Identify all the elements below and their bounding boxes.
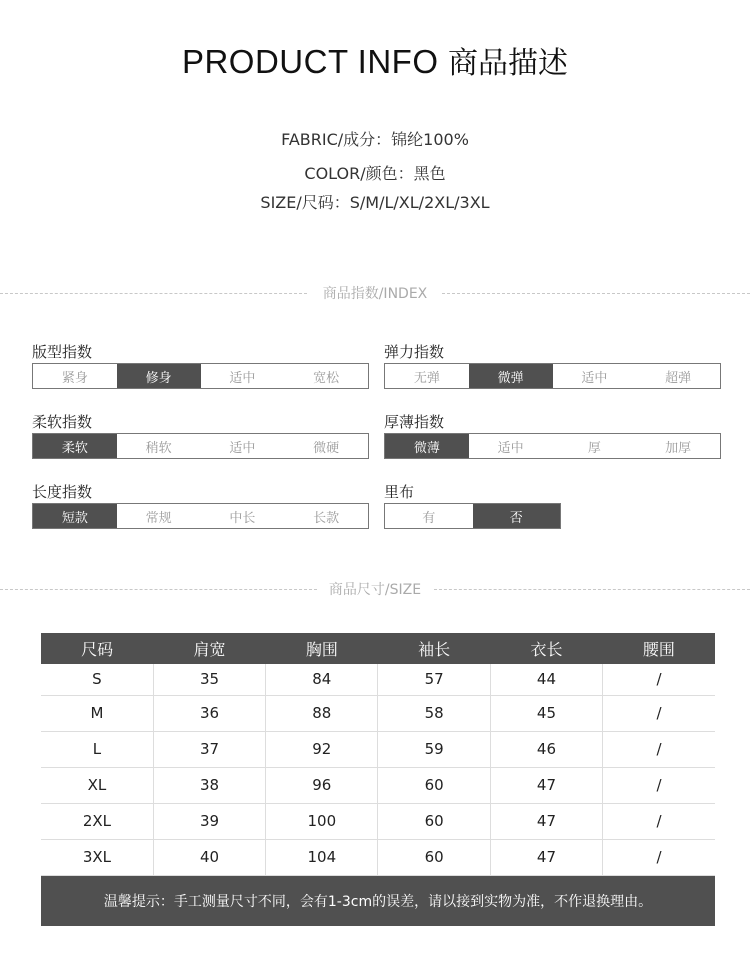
index-scale	[32, 363, 369, 389]
table-cell: 84	[266, 664, 378, 695]
table-cell: 47	[490, 839, 602, 875]
index-option: 微硬	[313, 440, 340, 456]
index-option-selected: 柔软	[33, 434, 117, 458]
index-option: 适中	[497, 440, 524, 456]
fabric-info: FABRIC/成分：锦纶100%	[281, 130, 469, 149]
table-cell: 3XL	[41, 839, 153, 875]
index-option: 厚	[587, 440, 601, 456]
table-cell: /	[603, 803, 715, 839]
index-option: 有	[422, 510, 436, 526]
table-cell: 59	[378, 731, 490, 767]
table-cell: 60	[378, 839, 490, 875]
color-info: COLOR/颜色：黑色	[304, 164, 446, 183]
page-title	[0, 38, 750, 82]
size-table	[41, 633, 715, 876]
size-section-label: 商品尺寸/SIZE	[328, 582, 422, 598]
index-option: 紧身	[61, 370, 88, 386]
measurement-note: 温馨提示：手工测量尺寸不同，会有1-3cm的误差，请以接到实物为准，不作退换理由。	[41, 876, 715, 926]
table-row	[41, 664, 715, 695]
table-cell: M	[41, 695, 153, 731]
index-option: 宽松	[313, 370, 340, 386]
table-cell: /	[603, 839, 715, 875]
index-scale	[32, 503, 369, 529]
index-title: 弹力指数	[384, 343, 445, 361]
table-cell: 35	[153, 664, 265, 695]
size-divider	[0, 579, 750, 599]
column-header: 袖长	[378, 633, 490, 664]
table-cell: 88	[266, 695, 378, 731]
table-cell: 36	[153, 695, 265, 731]
index-option-selected: 修身	[117, 364, 201, 388]
index-group	[384, 341, 721, 389]
index-option: 无弹	[413, 370, 440, 386]
index-option: 常规	[145, 510, 172, 526]
table-cell: L	[41, 731, 153, 767]
table-cell: 38	[153, 767, 265, 803]
index-option-selected: 微弹	[469, 364, 553, 388]
index-section-label: 商品指数/INDEX	[322, 286, 428, 302]
table-cell: /	[603, 664, 715, 695]
table-cell: /	[603, 695, 715, 731]
table-cell: 60	[378, 767, 490, 803]
index-divider	[0, 283, 750, 303]
table-cell: 92	[266, 731, 378, 767]
index-title: 长度指数	[32, 483, 93, 501]
index-option: 中长	[229, 510, 256, 526]
index-scale	[384, 503, 561, 529]
index-option: 加厚	[665, 440, 692, 456]
index-scale	[32, 433, 369, 459]
table-cell: 2XL	[41, 803, 153, 839]
size-table-body	[41, 664, 715, 875]
table-cell: 45	[490, 695, 602, 731]
table-cell: 100	[266, 803, 378, 839]
table-row	[41, 803, 715, 839]
column-header: 肩宽	[153, 633, 265, 664]
table-cell: 47	[490, 803, 602, 839]
column-header: 胸围	[266, 633, 378, 664]
column-header: 腰围	[603, 633, 715, 664]
size-info: SIZE/尺码：S/M/L/XL/2XL/3XL	[260, 193, 490, 212]
index-title: 厚薄指数	[384, 413, 445, 431]
title-english: PRODUCT INFO	[181, 43, 439, 80]
table-cell: 47	[490, 767, 602, 803]
index-option-selected: 短款	[33, 504, 117, 528]
index-group	[384, 411, 721, 459]
index-group	[32, 341, 369, 389]
column-header: 尺码	[41, 633, 153, 664]
table-cell: 104	[266, 839, 378, 875]
table-cell: 57	[378, 664, 490, 695]
table-cell: /	[603, 731, 715, 767]
column-header: 衣长	[490, 633, 602, 664]
index-title: 版型指数	[32, 343, 93, 361]
index-scale	[384, 433, 721, 459]
index-option-selected: 微薄	[385, 434, 469, 458]
table-cell: S	[41, 664, 153, 695]
index-option: 稍软	[145, 440, 172, 456]
index-option: 长款	[313, 510, 340, 526]
table-cell: 96	[266, 767, 378, 803]
index-scale	[384, 363, 721, 389]
index-option: 适中	[229, 370, 256, 386]
index-group	[384, 481, 721, 529]
index-title: 柔软指数	[32, 413, 93, 431]
table-row	[41, 695, 715, 731]
size-table-header	[41, 633, 715, 664]
index-title: 里布	[384, 483, 415, 501]
index-option: 适中	[581, 370, 608, 386]
index-option-selected: 否	[473, 504, 561, 528]
index-option: 适中	[229, 440, 256, 456]
table-cell: 58	[378, 695, 490, 731]
table-cell: 46	[490, 731, 602, 767]
table-cell: 37	[153, 731, 265, 767]
table-cell: 60	[378, 803, 490, 839]
title-chinese: 商品描述	[448, 46, 569, 81]
index-group	[32, 411, 369, 459]
table-cell: /	[603, 767, 715, 803]
index-option: 超弹	[665, 370, 692, 386]
table-cell: 40	[153, 839, 265, 875]
table-cell: XL	[41, 767, 153, 803]
table-row	[41, 767, 715, 803]
index-group	[32, 481, 369, 529]
table-cell: 39	[153, 803, 265, 839]
table-row	[41, 731, 715, 767]
table-row	[41, 839, 715, 875]
table-cell: 44	[490, 664, 602, 695]
